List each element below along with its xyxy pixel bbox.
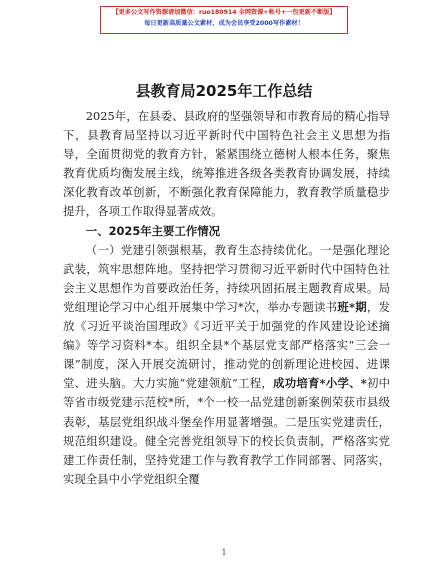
- subsection-paragraph: [63, 241, 390, 489]
- paragraph-text: 初中等省市级党建示范校*所，*个一校一品党建创新案例荣获市县级表彰，基层党组织战斗堡垒作用显著增强。二是压实党建责任，规范组织建设。健全完善党组领导下的校长负责制，严格落实党建工作责任制，坚持党建工作与教育教学工作同部署、同落实，实现全县中小学党组织全覆: [63, 376, 390, 486]
- paragraph-text: ，发放《习近平谈治国理政》《习近平关于加强党的作风建设论述摘编》等学习资料*本。组织全县*个基层党支部严格落实“三会一课”制度，深入开展交流研讨，推动党的创新理论进校园、进课堂、进头脑。大力实施“党建领航”工程，: [63, 299, 390, 391]
- document-body: [63, 107, 390, 489]
- promo-banner: [100, 6, 348, 34]
- document-title: 县教育局2025年工作总结: [135, 82, 313, 100]
- bold-text: 班*期: [337, 299, 367, 314]
- intro-paragraph: 2025年，在县委、县政府的坚强领导和市教育局的精心指导下，县教育局坚持以习近平新时代中国特色社会主义思想为指导，全面贯彻党的教育方针，紧紧围绕立德树人根本任务，聚焦教育优质均衡发展主线，统筹推进各级各类教育协调发展，持续深化教育改革创新，不断强化教育保障能力，教育教学质量稳步提升，各项工作取得显著成效。: [63, 109, 390, 219]
- banner-line-1: 【更多公文写作资源请加微信：ruo180914 全网资源+帐号+一包更新不断版】: [112, 9, 336, 16]
- bold-text: 成功培育*小学、*: [273, 376, 367, 391]
- banner-line-2: 每日更新高质量公文素材，成为会员享受2000写作素材！: [144, 20, 304, 27]
- page-number: 1: [221, 548, 227, 557]
- section-heading: 一、2025年主要工作情况: [85, 223, 221, 238]
- paragraph-text: （一）党建引领强根基，教育生态持续优化。一是强化理论武装，筑牢思想阵地。坚持把学习贯彻习近平新时代中国特色社会主义思想作为首要政治任务，持续巩固拓展主题教育成果。局党组理论学习中心组开展集中学习*次，举办专题读书: [63, 242, 390, 314]
